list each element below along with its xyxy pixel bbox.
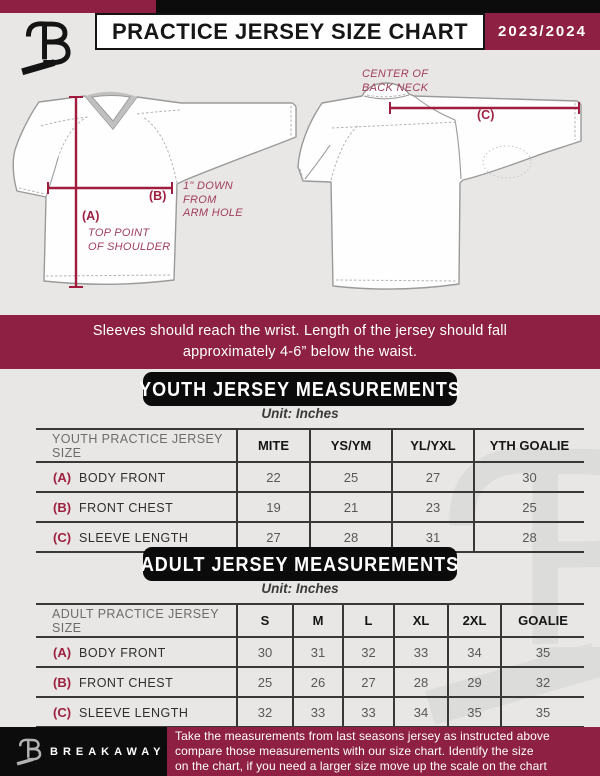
label-b-desc: 1" DOWN FROM ARM HOLE <box>183 180 243 219</box>
adult-col-goalie: GOALIE <box>501 604 584 637</box>
table-cell: 31 <box>392 522 474 552</box>
table-cell: 35 <box>501 637 584 667</box>
breakaway-logo-icon <box>15 16 79 78</box>
table-cell: 28 <box>474 522 584 552</box>
label-b: (B) <box>149 189 167 203</box>
jersey-diagram <box>0 50 600 315</box>
footer-note-line2: compare those measurements with our size chart. Identify the size <box>175 744 534 759</box>
table-cell: 28 <box>310 522 392 552</box>
table-cell: 27 <box>392 462 474 492</box>
table-cell: 29 <box>448 667 501 697</box>
adult-col-xl: XL <box>394 604 448 637</box>
fit-notice-line1: Sleeves should reach the wrist. Length of the jersey should fall <box>92 323 508 339</box>
table-row: (B) FRONT CHEST 19 21 23 25 <box>36 492 584 522</box>
youth-col-goalie: YTH GOALIE <box>474 429 584 462</box>
table-cell: 25 <box>474 492 584 522</box>
label-a: (A) <box>82 209 100 223</box>
youth-unit-label: Unit: Inches <box>261 406 339 421</box>
breakaway-footer-logo-icon <box>14 736 45 767</box>
table-cell: 25 <box>237 667 293 697</box>
table-cell: 34 <box>394 697 448 727</box>
label-a-desc: TOP POINT OF SHOULDER <box>88 227 171 253</box>
table-cell: 34 <box>448 637 501 667</box>
table-row: (A) BODY FRONT 30 31 32 33 34 35 <box>36 637 584 667</box>
table-cell: 27 <box>237 522 310 552</box>
table-cell: 33 <box>293 697 343 727</box>
youth-table-header-size: YOUTH PRACTICE JERSEY SIZE <box>36 429 237 462</box>
table-cell: 22 <box>237 462 310 492</box>
fit-notice-banner <box>0 315 600 369</box>
youth-col-ysym: YS/YM <box>310 429 392 462</box>
table-cell: 26 <box>293 667 343 697</box>
youth-section-title-pill: YOUTH JERSEY MEASUREMENTS <box>143 372 457 406</box>
table-cell: 30 <box>474 462 584 492</box>
adult-col-2xl: 2XL <box>448 604 501 637</box>
footer-instructions <box>167 727 600 776</box>
top-bar-accent <box>0 0 156 13</box>
youth-size-table <box>36 428 584 553</box>
adult-size-table <box>36 603 584 728</box>
youth-col-mite: MITE <box>237 429 310 462</box>
footer <box>0 727 600 776</box>
page-title-box <box>95 13 485 50</box>
table-cell: 32 <box>501 667 584 697</box>
label-c: (C) <box>477 108 495 122</box>
table-row: (C) SLEEVE LENGTH 27 28 31 28 <box>36 522 584 552</box>
table-cell: 21 <box>310 492 392 522</box>
label-c-desc: CENTER OF BACK NECK <box>362 68 429 94</box>
adult-section-title-pill: ADULT JERSEY MEASUREMENTS <box>143 547 457 581</box>
adult-col-m: M <box>293 604 343 637</box>
table-row: (B) FRONT CHEST 25 26 27 28 29 32 <box>36 667 584 697</box>
adult-col-l: L <box>343 604 394 637</box>
footer-note-line3: on the chart, if you need a larger size move up the scale on the chart <box>175 758 547 773</box>
footer-note-line1: Take the measurements from last seasons jersey as instructed above <box>175 729 550 744</box>
table-cell: 33 <box>394 637 448 667</box>
table-cell: 19 <box>237 492 310 522</box>
adult-col-s: S <box>237 604 293 637</box>
table-row: (A) BODY FRONT 22 25 27 30 <box>36 462 584 492</box>
table-cell: 25 <box>310 462 392 492</box>
youth-col-ylyxl: YL/YXL <box>392 429 474 462</box>
adult-table-header-size: ADULT PRACTICE JERSEY SIZE <box>36 604 237 637</box>
back-jersey-drawing <box>298 83 581 289</box>
season-badge <box>485 13 600 50</box>
footer-brand-name: BREAKAWAY <box>50 745 166 758</box>
table-cell: 27 <box>343 667 394 697</box>
adult-unit-label: Unit: Inches <box>261 581 339 596</box>
table-cell: 35 <box>448 697 501 727</box>
table-cell: 33 <box>343 697 394 727</box>
table-cell: 30 <box>237 637 293 667</box>
table-cell: 28 <box>394 667 448 697</box>
table-row: (C) SLEEVE LENGTH 32 33 33 34 35 35 <box>36 697 584 727</box>
fit-notice-line2: approximately 4-6” below the waist. <box>182 344 418 360</box>
table-cell: 35 <box>501 697 584 727</box>
table-cell: 32 <box>237 697 293 727</box>
table-cell: 32 <box>343 637 394 667</box>
top-bar <box>0 0 600 13</box>
season-label: 2023/2024 <box>498 23 587 40</box>
table-cell: 23 <box>392 492 474 522</box>
table-cell: 31 <box>293 637 343 667</box>
page-title: PRACTICE JERSEY SIZE CHART <box>111 18 469 44</box>
footer-brand-block <box>0 727 167 776</box>
